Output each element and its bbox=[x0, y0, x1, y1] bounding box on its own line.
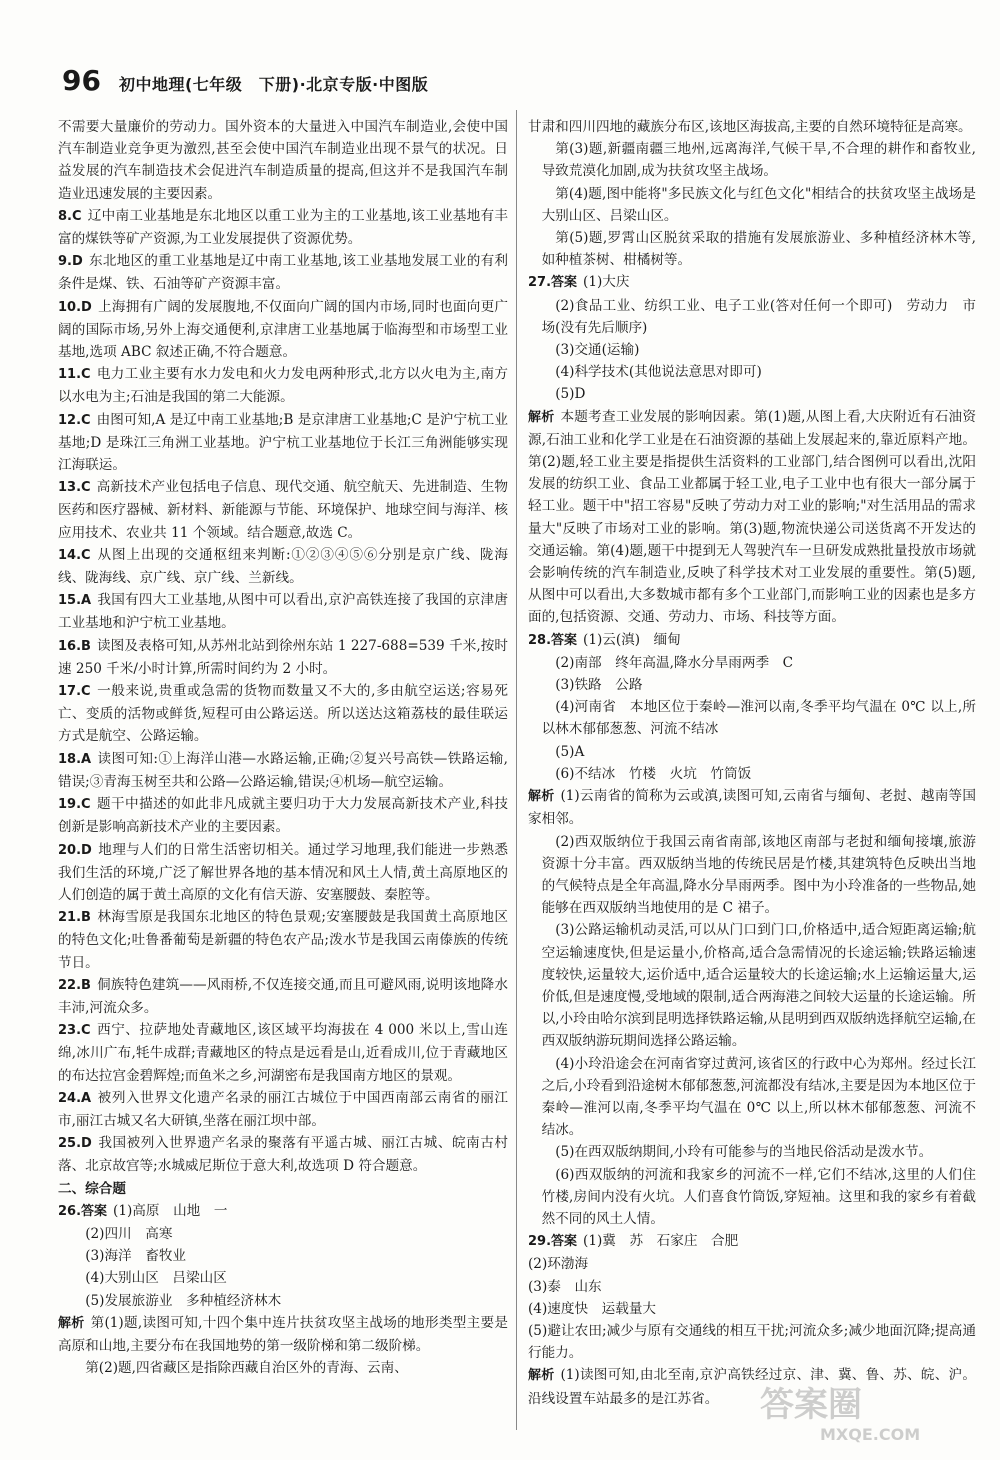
answer-text: 西宁、拉萨地处青藏地区,该区域平均海拔在 4 000 米以上,雪山连绵,冰川广布,牦牛成群;青藏地区的特点是远看是山,近看成川,位于青藏地区的布达拉宫金碧辉煌;而鱼米之乡,河湖密布是我国南方地区的景观。 bbox=[58, 1022, 508, 1084]
answer-paragraph bbox=[58, 839, 508, 907]
question-number: 25.D bbox=[58, 1136, 92, 1152]
question-number: 12.C bbox=[58, 412, 91, 428]
answer-text: 题干中描述的如此非凡成就主要归功于大力发展高新技术产业,科技创新是影响高新技术产业的主要因素。 bbox=[58, 796, 508, 836]
section-heading: 二、综合题 bbox=[58, 1180, 126, 1197]
column-divider bbox=[516, 110, 517, 1430]
answer-text: (1)读图可知,由北至南,京沪高铁经过京、津、冀、鲁、苏、皖、沪。沿线设置车站最多的是江苏省。 bbox=[528, 1367, 976, 1407]
answer-text: (1)云南省的简称为云或滇,读图可知,云南省与缅甸、老挝、越南等国家相邻。 bbox=[528, 788, 976, 828]
answer-text: 地理与人们的日常生活密切相关。通过学习地理,我们能进一步熟悉我们生活的环境,广泛了解世界各地的基本情况和风土人情,黄土高原地区的人们创造的属于黄土高原的文化有信天游、安塞腰鼓、秦腔等。 bbox=[58, 841, 508, 903]
answer-paragraph bbox=[528, 295, 976, 339]
answer-paragraph bbox=[528, 271, 976, 294]
answer-paragraph bbox=[58, 793, 508, 838]
answer-paragraph bbox=[58, 1312, 508, 1357]
answer-paragraph bbox=[58, 1087, 508, 1132]
answer-text: (4)速度快 运载量大 bbox=[528, 1300, 657, 1317]
answer-paragraph bbox=[528, 227, 976, 271]
answer-paragraph bbox=[58, 205, 508, 250]
answer-text: (6)不结冰 竹楼 火坑 竹筒饭 bbox=[555, 765, 752, 782]
answer-paragraph bbox=[528, 406, 976, 629]
question-number: 11.C bbox=[58, 367, 91, 383]
answer-paragraph bbox=[528, 1053, 976, 1142]
answer-paragraph bbox=[58, 635, 508, 680]
page-header bbox=[62, 64, 942, 104]
answer-text: 东北地区的重工业基地是辽中南工业基地,该工业基地发展工业的有利条件是煤、铁、石油等矿产资源丰富。 bbox=[58, 253, 508, 293]
question-number: 19.C bbox=[58, 797, 91, 813]
question-number: 20.D bbox=[58, 842, 92, 858]
answer-paragraph bbox=[58, 296, 508, 364]
answer-paragraph bbox=[58, 1267, 508, 1289]
answer-paragraph bbox=[528, 183, 976, 227]
watermark-logo bbox=[750, 1376, 970, 1446]
answer-paragraph bbox=[58, 906, 508, 974]
answer-paragraph bbox=[528, 1164, 976, 1231]
answer-text: 不需要大量廉价的劳动力。国外资本的大量进入中国汽车制造业,会使中国汽车制造业竞争更为激烈,甚至会使中国汽车制造业出现不景气的状况。日益发展的汽车制造技术会促进汽车制造质量的提高,但这并不是我国汽车制造业迅速发展的主要因素。 bbox=[58, 119, 508, 202]
answer-text: (5)避让农田;减少与原有交通线的相互干扰;河流众多;减少地面沉降;提高通行能力。 bbox=[528, 1322, 976, 1362]
answer-text: (3)公路运输机动灵活,可以从门口到门口,价格适中,适合短距离运输;航空运输速度快,但是运量小,价格高,适合急需情况的长途运输;铁路运输速度较快,运量较大,运价适中,适合运量较大的长途运输;水上运输运量大,运价低,但是速度慢,受地域的限制,适合两海港之间较大运量的长途运输。所以,小玲由哈尔滨到昆明选择铁路运输,从昆明到西双版纳选择航空运输,在西双版纳游玩期间选择公路运输。 bbox=[541, 922, 976, 1050]
question-number: 18.A bbox=[58, 751, 92, 767]
answer-text: (5)发展旅游业 多种植经济林木 bbox=[85, 1292, 282, 1309]
question-number: 26.答案 bbox=[58, 1203, 108, 1219]
answer-text: 从图上出现的交通枢纽来判断:①②③④⑤⑥分别是京广线、陇海线、陇海线、京广线、京广线、兰新线。 bbox=[58, 546, 508, 587]
answer-paragraph bbox=[58, 1132, 508, 1177]
answer-text: (5)D bbox=[555, 386, 586, 403]
page-title: 初中地理(七年级 下册)·北京专版·中图版 bbox=[118, 75, 429, 94]
answer-paragraph bbox=[58, 974, 508, 1019]
answer-paragraph bbox=[528, 1141, 976, 1163]
left-column bbox=[58, 116, 508, 1379]
question-number: 22.B bbox=[58, 977, 91, 993]
answer-text: 甘肃和四川四地的藏族分布区,该地区海拔高,主要的自然环境特征是高寒。 bbox=[528, 119, 972, 135]
answer-text: 第(1)题,读图可知,十四个集中连片扶贫攻坚主战场的地形类型主要是高原和山地,主要分布在我国地势的第一级阶梯和第二级阶梯。 bbox=[58, 1314, 508, 1354]
answer-paragraph bbox=[528, 1320, 976, 1364]
answer-text: (6)西双版纳的河流和我家乡的河流不一样,它们不结冰,这里的人们住竹楼,房间内没有火坑。人们喜食竹筒饭,穿短袖。这里和我的家乡有着截然不同的风土人情。 bbox=[541, 1166, 976, 1227]
answer-paragraph bbox=[58, 1200, 508, 1223]
answer-text: (1)大庆 bbox=[583, 274, 630, 291]
answer-text: (5)在西双版纳期间,小玲有可能参与的当地民俗活动是泼水节。 bbox=[555, 1144, 933, 1161]
answer-paragraph bbox=[528, 741, 976, 763]
question-number: 解析 bbox=[528, 1368, 555, 1384]
answer-text: 电力工业主要有水力发电和火力发电两种形式,北方以火电为主,南方以水电为主;石油是我国的第二大能源。 bbox=[58, 366, 508, 406]
answer-text: (2)西双版纳位于我国云南省南部,该地区南部与老挝和缅甸接壤,旅游资源十分丰富。西双版纳当地的传统民居是竹楼,其建筑特色反映出当地的气候特点是全年高温,降水分旱雨两季。图中为小玲准备的一些物品,她能够在西双版纳当地使用的是 C 裙子。 bbox=[541, 833, 976, 917]
answer-paragraph bbox=[58, 1290, 508, 1312]
answer-text: (3)泰 山东 bbox=[528, 1278, 602, 1295]
answer-text: (4)河南省 本地区位于秦岭—淮河以南,冬季平均气温在 0℃ 以上,所以林木郁郁葱葱、河流不结冰 bbox=[541, 699, 976, 738]
answer-paragraph bbox=[528, 339, 976, 361]
answer-text: (2)南部 终年高温,降水分旱雨两季 C bbox=[555, 654, 794, 671]
answer-paragraph bbox=[58, 1357, 508, 1379]
question-number: 16.B bbox=[58, 638, 91, 654]
question-number: 24.A bbox=[58, 1090, 92, 1106]
answer-text: (2)食品工业、纺织工业、电子工业(答对任何一个即可) 劳动力 市场(没有先后顺序) bbox=[541, 297, 976, 336]
answer-text: (1)冀 苏 石家庄 合肥 bbox=[583, 1233, 739, 1250]
answer-text: (1)高原 山地 一 bbox=[113, 1202, 228, 1219]
answer-paragraph bbox=[528, 652, 976, 674]
answer-paragraph bbox=[58, 748, 508, 793]
answer-text: 读图可知:①上海洋山港—水路运输,正确;②复兴号高铁—铁路运输,错误;③青海玉树至共和公路—公路运输,错误;④机场—航空运输。 bbox=[58, 750, 508, 790]
question-number: 解析 bbox=[528, 409, 555, 425]
answer-paragraph bbox=[58, 589, 508, 634]
question-number: 21.B bbox=[58, 910, 91, 926]
answer-text: (5)A bbox=[555, 743, 585, 760]
question-number: 解析 bbox=[528, 789, 555, 805]
watermark-text: 答案圈 bbox=[760, 1385, 862, 1425]
answer-paragraph bbox=[528, 831, 976, 920]
page-number: 96 bbox=[62, 64, 101, 97]
answer-text: 第(4)题,图中能将"多民族文化与红色文化"相结合的扶贫攻坚主战场是大别山区、吕梁山区。 bbox=[541, 185, 976, 224]
question-number: 15.A bbox=[58, 593, 92, 609]
answer-paragraph bbox=[528, 629, 976, 652]
answer-paragraph bbox=[528, 1230, 976, 1253]
answer-text: 我国有四大工业基地,从图中可以看出,京沪高铁连接了我国的京津唐工业基地和沪宁杭工业基地。 bbox=[58, 592, 508, 632]
question-number: 29.答案 bbox=[528, 1234, 578, 1250]
answer-paragraph bbox=[58, 409, 508, 477]
question-number: 27.答案 bbox=[528, 275, 578, 291]
answer-text: (2)四川 高寒 bbox=[85, 1225, 173, 1242]
answer-paragraph bbox=[58, 363, 508, 408]
answer-text: (3)海洋 畜牧业 bbox=[85, 1248, 187, 1265]
answer-paragraph bbox=[528, 696, 976, 740]
watermark-url: MXQE.COM bbox=[820, 1425, 921, 1444]
answer-paragraph bbox=[58, 1245, 508, 1267]
answer-paragraph bbox=[528, 383, 976, 405]
answer-text: (4)大别山区 吕梁山区 bbox=[85, 1270, 227, 1287]
question-number: 14.C bbox=[58, 547, 91, 563]
answer-paragraph bbox=[528, 674, 976, 696]
question-number: 17.C bbox=[58, 684, 91, 700]
question-number: 10.D bbox=[58, 299, 92, 315]
answer-text: (1)云(滇) 缅甸 bbox=[583, 631, 681, 648]
answer-text: 我国被列入世界遗产名录的聚落有平遥古城、丽江古城、皖南古村落、北京故宫等;水城威尼斯位于意大利,故选项 D 符合题意。 bbox=[58, 1135, 508, 1175]
question-number: 13.C bbox=[58, 480, 91, 496]
answer-text: 第(3)题,新疆南疆三地州,远离海洋,气候干旱,不合理的耕作和畜牧业,导致荒漠化加剧,成为扶贫攻坚主战场。 bbox=[541, 141, 976, 180]
answer-paragraph bbox=[528, 116, 976, 138]
answer-paragraph bbox=[528, 785, 976, 830]
answer-paragraph bbox=[58, 116, 508, 205]
answer-text: 侗族特色建筑——风雨桥,不仅连接交通,而且可避风雨,说明该地降水丰沛,河流众多。 bbox=[58, 976, 508, 1016]
answer-paragraph bbox=[528, 763, 976, 785]
answer-text: 林海雪原是我国东北地区的特色景观;安塞腰鼓是我国黄土高原地区的特色文化;吐鲁番葡萄是新疆的特色农产品;泼水节是我国云南傣族的传统节日。 bbox=[58, 909, 508, 971]
question-number: 28.答案 bbox=[528, 632, 578, 648]
answer-paragraph bbox=[528, 361, 976, 383]
answer-text: (3)铁路 公路 bbox=[555, 677, 643, 694]
answer-text: 一般来说,贵重或急需的货物而数量又不大的,多由航空运送;容易死亡、变质的活物或鲜货,短程可由公路运送。所以送达这箱荔枝的最佳联运方式是航空、公路运输。 bbox=[58, 683, 508, 745]
question-number: 8.C bbox=[58, 208, 82, 224]
answer-text: (3)交通(运输) bbox=[555, 342, 640, 359]
answer-paragraph bbox=[58, 476, 508, 544]
answer-paragraph bbox=[58, 1019, 508, 1087]
answer-text: 辽中南工业基地是东北地区以重工业为主的工业基地,该工业基地有丰富的煤铁等矿产资源,为工业发展提供了资源优势。 bbox=[58, 207, 508, 248]
answer-text: 高新技术产业包括电子信息、现代交通、航空航天、先进制造、生物医药和医疗器械、新材料、新能源与节能、环境保护、地球空间与海洋、核应用技术、农业共 11 个领域。结合题意,故选 C。 bbox=[58, 479, 508, 541]
answer-text: 上海拥有广阔的发展腹地,不仅面向广阔的国内市场,同时也面向更广阔的国际市场,另外上海交通便利,京津唐工业基地属于临海型和市场型工业基地,选项 ABC 叙述正确,不符合题意。 bbox=[58, 298, 508, 361]
answer-text: 被列入世界文化遗产名录的丽江古城位于中国西南部云南省的丽江市,丽江古城又名大研镇,坐落在丽江坝中部。 bbox=[58, 1089, 508, 1129]
answer-paragraph bbox=[58, 1223, 508, 1245]
answer-paragraph bbox=[528, 1253, 976, 1275]
answer-text: 由图可知,A 是辽中南工业基地;B 是京津唐工业基地;C 是沪宁杭工业基地;D 是珠江三角洲工业基地。沪宁杭工业基地位于长江三角洲能够实现江海联运。 bbox=[58, 411, 508, 474]
answer-paragraph bbox=[528, 1276, 976, 1298]
answer-paragraph bbox=[58, 250, 508, 295]
right-column bbox=[528, 116, 976, 1410]
answer-paragraph bbox=[528, 138, 976, 182]
answer-text: 本题考查工业发展的影响因素。第(1)题,从图上看,大庆附近有石油资源,石油工业和化学工业是在石油资源的基础上发展起来的,靠近原料产地。第(2)题,轻工业主要是指提供生活资料的工业部门,结合图例可以看出,沈阳发展的纺织工业、食品工业都属于轻工业,电子工业中也有很大一部分属于轻工业。题干中"招工容易"反映了劳动力对工业的影响;"对生活用品的需求量大"反映了市场对工业的影响。第(3)题,物流快递公司送货离不开发达的交通运输。第(4)题,题干中提到无人驾驶汽车一旦研发成熟批量投放市场就会影响传统的汽车制造业,反映了科学技术对工业发展的重要性。第(5)题,从图中可以看出,大多数城市都有多个工业部门,而影响工业的因素也是多方面的,包括资源、交通、劳动力、市场、科技等方面。 bbox=[528, 408, 976, 626]
answer-text: 第(2)题,四省藏区是指除西藏自治区外的青海、云南、 bbox=[85, 1360, 408, 1377]
answer-text: (4)小玲沿途会在河南省穿过黄河,该省区的行政中心为郑州。经过长江之后,小玲看到沿途树木郁郁葱葱,河流都没有结冰,主要是因为本地区位于秦岭—淮河以南,冬季平均气温在 0℃ 以上,所以林木郁郁葱葱、河流不结冰。 bbox=[541, 1055, 976, 1139]
answer-paragraph bbox=[528, 1298, 976, 1320]
answer-paragraph bbox=[58, 680, 508, 748]
question-number: 23.C bbox=[58, 1023, 91, 1039]
answer-text: (4)科学技术(其他说法意思对即可) bbox=[555, 364, 762, 381]
answer-text: 读图及表格可知,从苏州北站到徐州东站 1 227-688=539 千米,按时速 250 千米/小时计算,所需时间约为 2 小时。 bbox=[58, 637, 508, 677]
answer-text: 第(5)题,罗霄山区脱贫采取的措施有发展旅游业、多种植经济林木等,如种植茶树、柑橘树等。 bbox=[541, 230, 976, 269]
question-number: 9.D bbox=[58, 254, 83, 270]
answer-text: (2)环渤海 bbox=[528, 1256, 589, 1273]
answer-paragraph bbox=[58, 544, 508, 589]
question-number: 解析 bbox=[58, 1315, 85, 1331]
answer-paragraph bbox=[528, 919, 976, 1052]
